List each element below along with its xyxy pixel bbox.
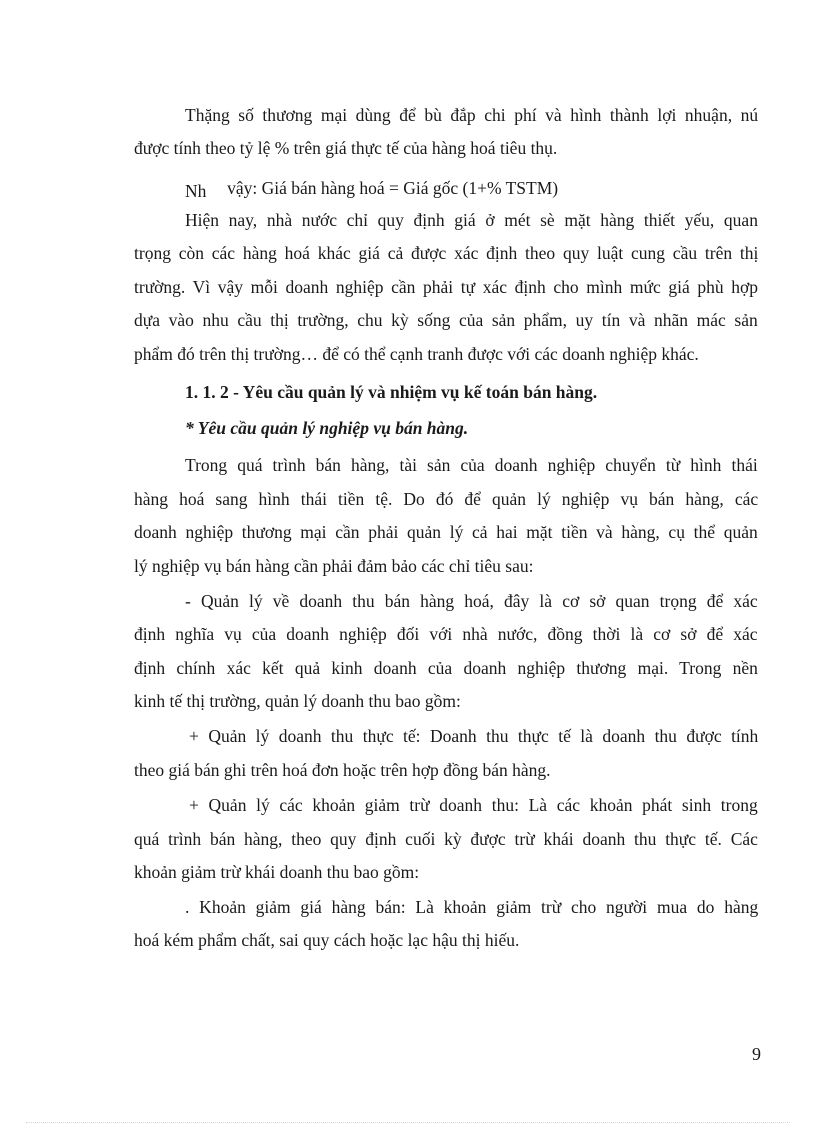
paragraph-4-line-2: hàng hoá sang hình thái tiền tệ. Do đó để quản lý nghiệp vụ bán hàng, các [134, 489, 759, 509]
paragraph-5-line-3: định chính xác kết quả kinh doanh của doanh nghiệp thương mại. Trong nền [134, 658, 758, 678]
formula-line [185, 177, 558, 199]
paragraph-5-line-4: kinh tế thị trường, quản lý doanh thu bao gồm: [134, 691, 461, 711]
paragraph-3-line-2: trọng còn các hàng hoá khác giá cả được xác định theo quy luật cung cầu trên thị [134, 243, 759, 263]
page-number: 9 [752, 1044, 761, 1064]
paragraph-5-line-2: định nghĩa vụ của doanh nghiệp đối với nhà nước, đồng thời là cơ sở để xác [134, 624, 758, 644]
paragraph-3-line-1: Hiện nay, nhà nước chỉ quy định giá ở mét sè mặt hàng thiết yếu, quan [185, 210, 758, 230]
paragraph-6-line-1: + Quản lý doanh thu thực tế: Doanh thu thực tế là doanh thu được tính [189, 726, 759, 746]
paragraph-3-line-4: dựa vào nhu cầu thị trường, chu kỳ sống của sản phẩm, uy tín và nhãn mác sản [134, 310, 758, 330]
paragraph-7-line-2: quá trình bán hàng, theo quy định cuối kỳ được trừ khái doanh thu thực tế. Các [134, 829, 758, 849]
paragraph-8-line-1: . Khoản giảm giá hàng bán: Là khoản giảm trừ cho người mua do hàng [185, 897, 759, 917]
paragraph-1-line-2: được tính theo tỷ lệ % trên giá thực tế của hàng hoá tiêu thụ. [134, 138, 558, 158]
paragraph-8-line-2: hoá kém phẩm chất, sai quy cách hoặc lạc hậu thị hiếu. [134, 930, 520, 950]
paragraph-7-line-1: + Quản lý các khoản giảm trừ doanh thu: Là các khoản phát sinh trong [189, 795, 758, 815]
paragraph-7-line-3: khoản giảm trừ khái doanh thu bao gồm: [134, 862, 420, 882]
paragraph-6-line-2: theo giá bán ghi trên hoá đơn hoặc trên hợp đồng bán hàng. [134, 760, 551, 780]
formula-text: vậy: Giá bán hàng hoá = Giá gốc (1+% TSTM) [227, 178, 559, 198]
formula-prefix: Nh [185, 181, 207, 201]
section-subheading: * Yêu cầu quản lý nghiệp vụ bán hàng. [185, 418, 469, 438]
paragraph-5-line-1: - Quản lý về doanh thu bán hàng hoá, đây là cơ sở quan trọng để xác [185, 591, 758, 611]
paragraph-4-line-3: doanh nghiệp thương mại cần phải quản lý cả hai mặt tiền và hàng, cụ thể quản [134, 522, 758, 542]
paragraph-3-line-3: trường. Vì vậy mỗi doanh nghiệp cần phải tự xác định cho mình mức giá phù hợp [134, 277, 759, 297]
section-heading: 1. 1. 2 - Yêu cầu quản lý và nhiệm vụ kế toán bán hàng. [185, 382, 598, 402]
paragraph-3-line-5: phẩm đó trên thị trường… để có thể cạnh tranh được với các doanh nghiệp khác. [134, 344, 699, 364]
paragraph-4-line-4: lý nghiệp vụ bán hàng cần phải đảm bảo các chỉ tiêu sau: [134, 556, 534, 576]
paragraph-4-line-1: Trong quá trình bán hàng, tài sản của doanh nghiệp chuyển từ hình thái [185, 455, 758, 475]
paragraph-1-line-1: Thặng số thương mại dùng để bù đắp chi phí và hình thành lợi nhuận, nú [185, 105, 759, 125]
